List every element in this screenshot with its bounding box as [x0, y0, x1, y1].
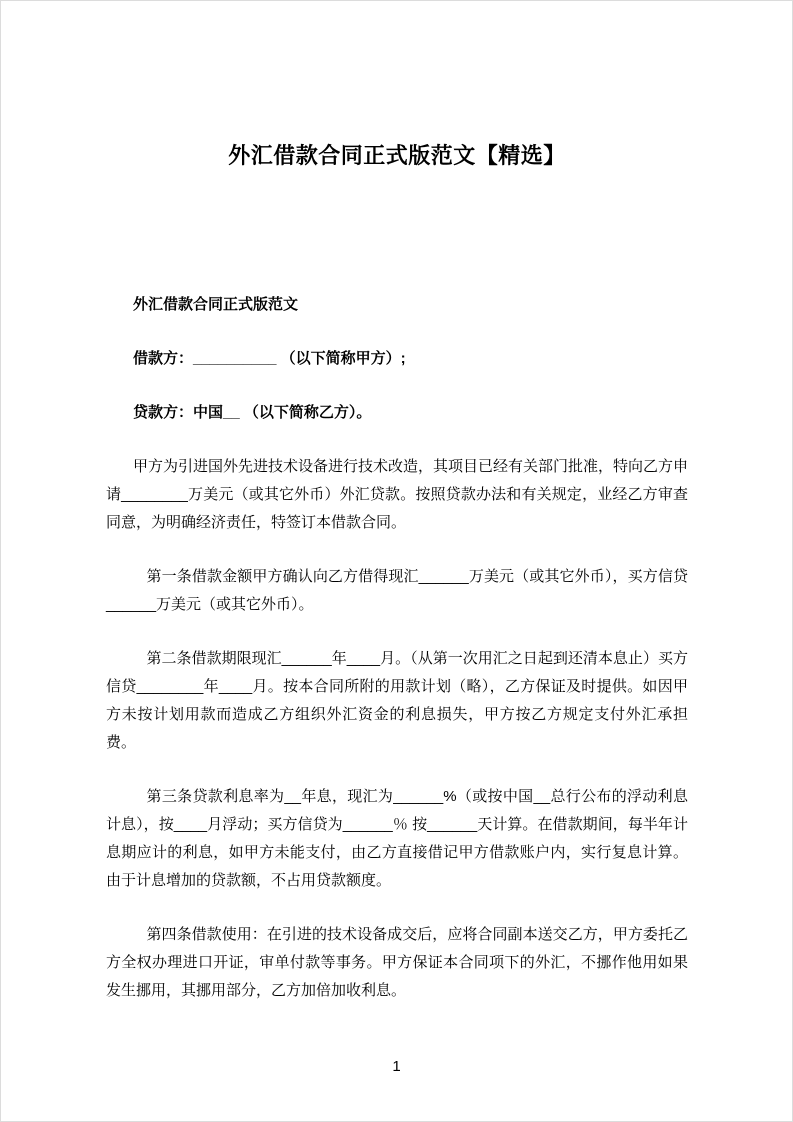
paragraph-subtitle: 外汇借款合同正式版范文 — [133, 296, 299, 313]
paragraph-borrower: 借款方：__________ （以下简称甲方）; — [133, 350, 406, 367]
paragraph-preamble: 甲方为引进国外先进技术设备进行技术改造，其项目已经有关部门批准，特向乙方申请________万美元（或其它外币）外汇贷款。按照贷款办法和有关规定，业经乙方审查同意，为明确经济责任，特签订本借款合同。 — [106, 458, 689, 531]
paragraph-lender: 贷款方：中国__ （以下简称乙方）。 — [133, 404, 372, 421]
paragraph-article-1: 第一条借款金额甲方确认向乙方借得现汇______万美元（或其它外币），买方信贷______万美元（或其它外币）。 — [106, 568, 688, 613]
document-body — [106, 291, 688, 1005]
paragraph-article-2: 第二条借款期限现汇______年____月。（从第一次用汇之日起到还清本息止）买方信贷________年____月。按本合同所附的用款计划（略），乙方保证及时提供。如因甲方未按计划用款而造成乙方组织外汇资金的利息损失，甲方按乙方规定支付外汇承担费。 — [106, 650, 688, 751]
page-number: 1 — [392, 1058, 401, 1075]
document-title: 外汇借款合同正式版范文【精选】 — [228, 143, 566, 168]
paragraph-article-3: 第三条贷款利息率为__年息，现汇为______%（或按中国__总行公布的浮动利息计息），按____月浮动；买方信贷为______％ 按______天计算。在借款期间，每半年计息期应计的利息，如甲方未能支付，由乙方直接借记甲方借款账户内，实行复息计算。由于计息增加的贷款额，不占用贷款额度。 — [106, 788, 688, 889]
paragraph-article-4: 第四条借款使用：在引进的技术设备成交后，应将合同副本送交乙方，甲方委托乙方全权办理进口开证，审单付款等事务。甲方保证本合同项下的外汇，不挪作他用如果发生挪用，其挪用部分，乙方加倍加收利息。 — [106, 926, 688, 999]
